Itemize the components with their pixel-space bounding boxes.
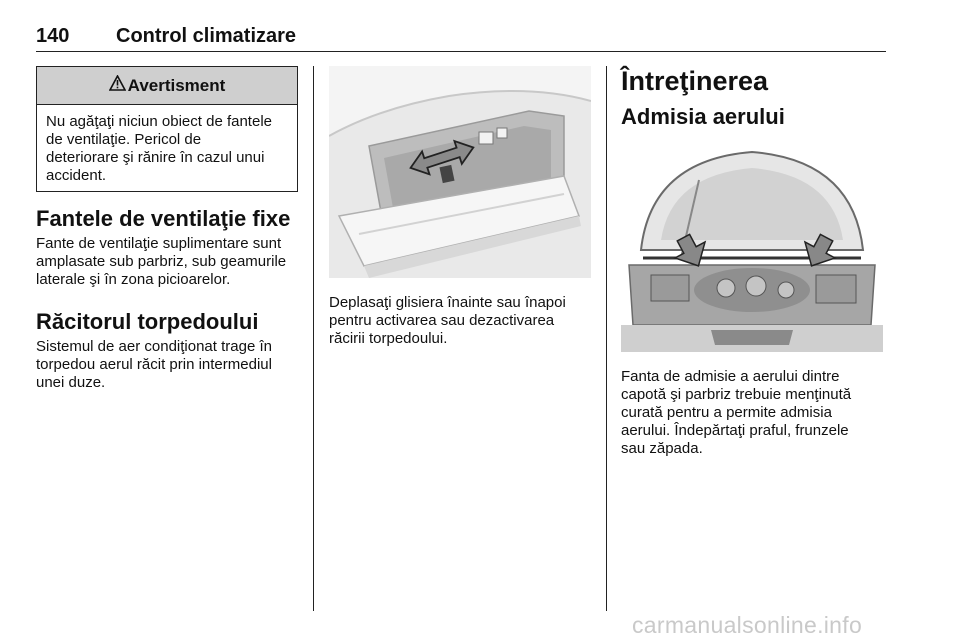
text-line: răcirii torpedoului. (329, 330, 448, 347)
warning-title: Avertisment (127, 75, 226, 95)
text-line: Fanta de admisie a aerului dintre (621, 368, 840, 385)
text-line: curată pentru a permite admisia (621, 404, 832, 421)
warning-triangle-icon (109, 75, 126, 96)
warning-line: de ventilaţie. Pericol de (46, 131, 202, 148)
warning-text (37, 105, 297, 185)
page-header (36, 25, 886, 53)
glovebox-cooler-paragraph (36, 338, 272, 392)
page-number: 140 (36, 25, 70, 47)
text-line: Fante de ventilaţie suplimentare sunt (36, 235, 282, 252)
column-divider-2 (606, 66, 607, 611)
chapter-title: Control climatizare (116, 25, 297, 47)
text-line: pentru activarea sau dezactivarea (329, 312, 555, 329)
chapter-heading-maintenance: Întreţinerea (621, 66, 769, 96)
glovebox-slider-illustration (329, 66, 591, 278)
watermark-text: carmanualsonline.info (632, 612, 863, 638)
text-line: sau zăpada. (621, 440, 703, 457)
section-title-glovebox-cooler: Răcitorul torpedoului (36, 309, 259, 334)
glovebox-caption (329, 294, 566, 348)
text-line: aerului. Îndepărtaţi praful, frunzele (621, 422, 849, 439)
warning-line: deteriorare şi rănire în cazul unui (46, 149, 265, 166)
text-line: Deplasaţi glisiera înainte sau înapoi (329, 294, 566, 311)
engine-bay-air-intake-illustration (621, 140, 883, 352)
text-line: Sistemul de aer condiţionat trage în (36, 338, 272, 355)
warning-line: Nu agăţaţi niciun obiect de fantele (46, 113, 272, 130)
section-title-fixed-vents: Fantele de ventilaţie fixe (36, 206, 291, 231)
text-line: unei duze. (36, 374, 106, 391)
column-divider-1 (313, 66, 314, 611)
fixed-vents-paragraph (36, 235, 286, 289)
warning-header (37, 67, 297, 105)
warning-line: accident. (46, 167, 107, 184)
air-intake-paragraph (621, 368, 851, 458)
text-line: capotă şi parbriz trebuie menţinută (621, 386, 852, 403)
section-title-air-intake: Admisia aerului (621, 104, 785, 129)
text-line: laterale şi în zona picioarelor. (36, 271, 231, 288)
text-line: amplasate sub parbriz, sub geamurile (36, 253, 287, 270)
header-divider (36, 51, 886, 52)
text-line: torpedou aerul răcit prin intermediul (36, 356, 272, 373)
warning-box (36, 66, 298, 192)
